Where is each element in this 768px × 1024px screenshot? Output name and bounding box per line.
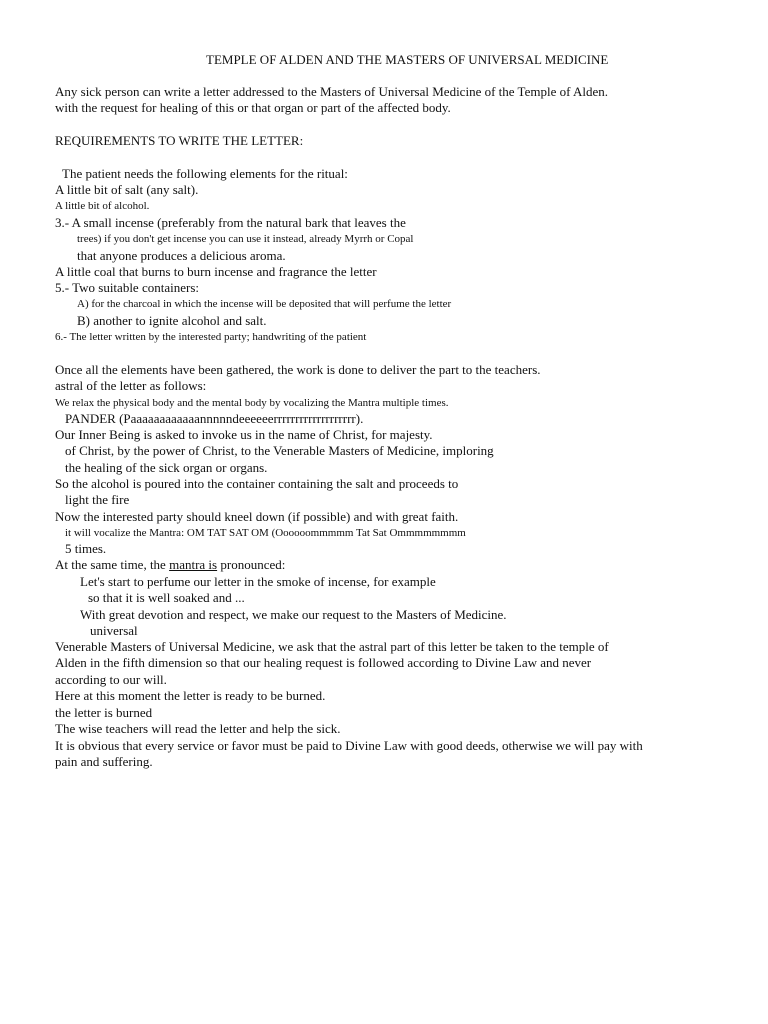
item-coal: A little coal that burns to burn incense and fragrance the letter bbox=[55, 264, 377, 279]
inner-being-line-3: the healing of the sick organ or organs. bbox=[65, 460, 268, 475]
pander-line: PANDER (Paaaaaaaaaaaannnnndeeeeeerrrrrrrrrrrrrrrrrrr). bbox=[65, 411, 364, 426]
inner-being-line-2: of Christ, by the power of Christ, to the Venerable Masters of Medicine, imploring bbox=[65, 443, 494, 458]
item-3-line-b: trees) if you don't get incense you can use it instead, already Myrrh or Copal bbox=[77, 233, 414, 245]
patient-needs-line: The patient needs the following elements for the ritual: bbox=[62, 166, 348, 181]
once-line-2: astral of the letter as follows: bbox=[55, 378, 207, 393]
devotion-line-2: universal bbox=[90, 623, 138, 638]
item-6: 6.- The letter written by the interested party; handwriting of the patient bbox=[55, 331, 367, 343]
venerable-line-3: according to our will. bbox=[55, 672, 167, 687]
intro-line-2: with the request for healing of this or that organ or part of the affected body. bbox=[55, 100, 451, 115]
item-salt: A little bit of salt (any salt). bbox=[55, 182, 199, 197]
same-time-underlined: mantra is bbox=[169, 557, 218, 572]
item-5-a: A) for the charcoal in which the incense will be deposited that will perfume the letter bbox=[77, 298, 452, 310]
ready-line: Here at this moment the letter is ready to be burned. bbox=[55, 688, 326, 703]
item-alcohol: A little bit of alcohol. bbox=[55, 200, 150, 212]
venerable-line-2: Alden in the fifth dimension so that our healing request is followed according to Divine Law and never bbox=[55, 655, 592, 670]
requirements-heading: REQUIREMENTS TO WRITE THE LETTER: bbox=[55, 133, 304, 148]
perfume-line-2: so that it is well soaked and ... bbox=[88, 590, 245, 605]
same-time-pre: At the same time, the bbox=[55, 557, 170, 572]
item-5: 5.- Two suitable containers: bbox=[55, 280, 199, 295]
devotion-line-1: With great devotion and respect, we make our request to the Masters of Medicine. bbox=[80, 607, 507, 622]
inner-being-line-1: Our Inner Being is asked to invoke us in the name of Christ, for majesty. bbox=[55, 427, 433, 442]
item-5-b: B) another to ignite alcohol and salt. bbox=[77, 313, 267, 328]
once-line-1: Once all the elements have been gathered, the work is done to deliver the part to the teachers. bbox=[55, 362, 541, 377]
alcohol-line-2: light the fire bbox=[65, 492, 130, 507]
document-title: TEMPLE OF ALDEN AND THE MASTERS OF UNIVERSAL MEDICINE bbox=[206, 52, 609, 67]
same-time-line bbox=[55, 557, 285, 573]
obvious-line-2: pain and suffering. bbox=[55, 754, 153, 769]
perfume-line-1: Let's start to perfume our letter in the smoke of incense, for example bbox=[80, 574, 436, 589]
item-3-line-c: that anyone produces a delicious aroma. bbox=[77, 248, 286, 263]
intro-line-1: Any sick person can write a letter addressed to the Masters of Universal Medicine of the Temple of Alden. bbox=[55, 84, 608, 99]
kneel-line-1: Now the interested party should kneel down (if possible) and with great faith. bbox=[55, 509, 459, 524]
alcohol-line-1: So the alcohol is poured into the container containing the salt and proceeds to bbox=[55, 476, 459, 491]
kneel-line-3: 5 times. bbox=[65, 541, 107, 556]
burned-line: the letter is burned bbox=[55, 705, 153, 720]
item-3-line-a: 3.- A small incense (preferably from the natural bark that leaves the bbox=[55, 215, 406, 230]
obvious-line-1: It is obvious that every service or favor must be paid to Divine Law with good deeds, otherwise we will pay with bbox=[55, 738, 643, 753]
relax-line: We relax the physical body and the mental body by vocalizing the Mantra multiple times. bbox=[55, 397, 449, 409]
kneel-line-2: it will vocalize the Mantra: OM TAT SAT OM (Oooooommmmm Tat Sat Ommmmmmmm bbox=[65, 527, 466, 539]
wise-teachers-line: The wise teachers will read the letter and help the sick. bbox=[55, 721, 341, 736]
venerable-line-1: Venerable Masters of Universal Medicine, we ask that the astral part of this letter be taken to the temple of bbox=[55, 639, 609, 654]
same-time-post: pronounced: bbox=[217, 557, 286, 572]
